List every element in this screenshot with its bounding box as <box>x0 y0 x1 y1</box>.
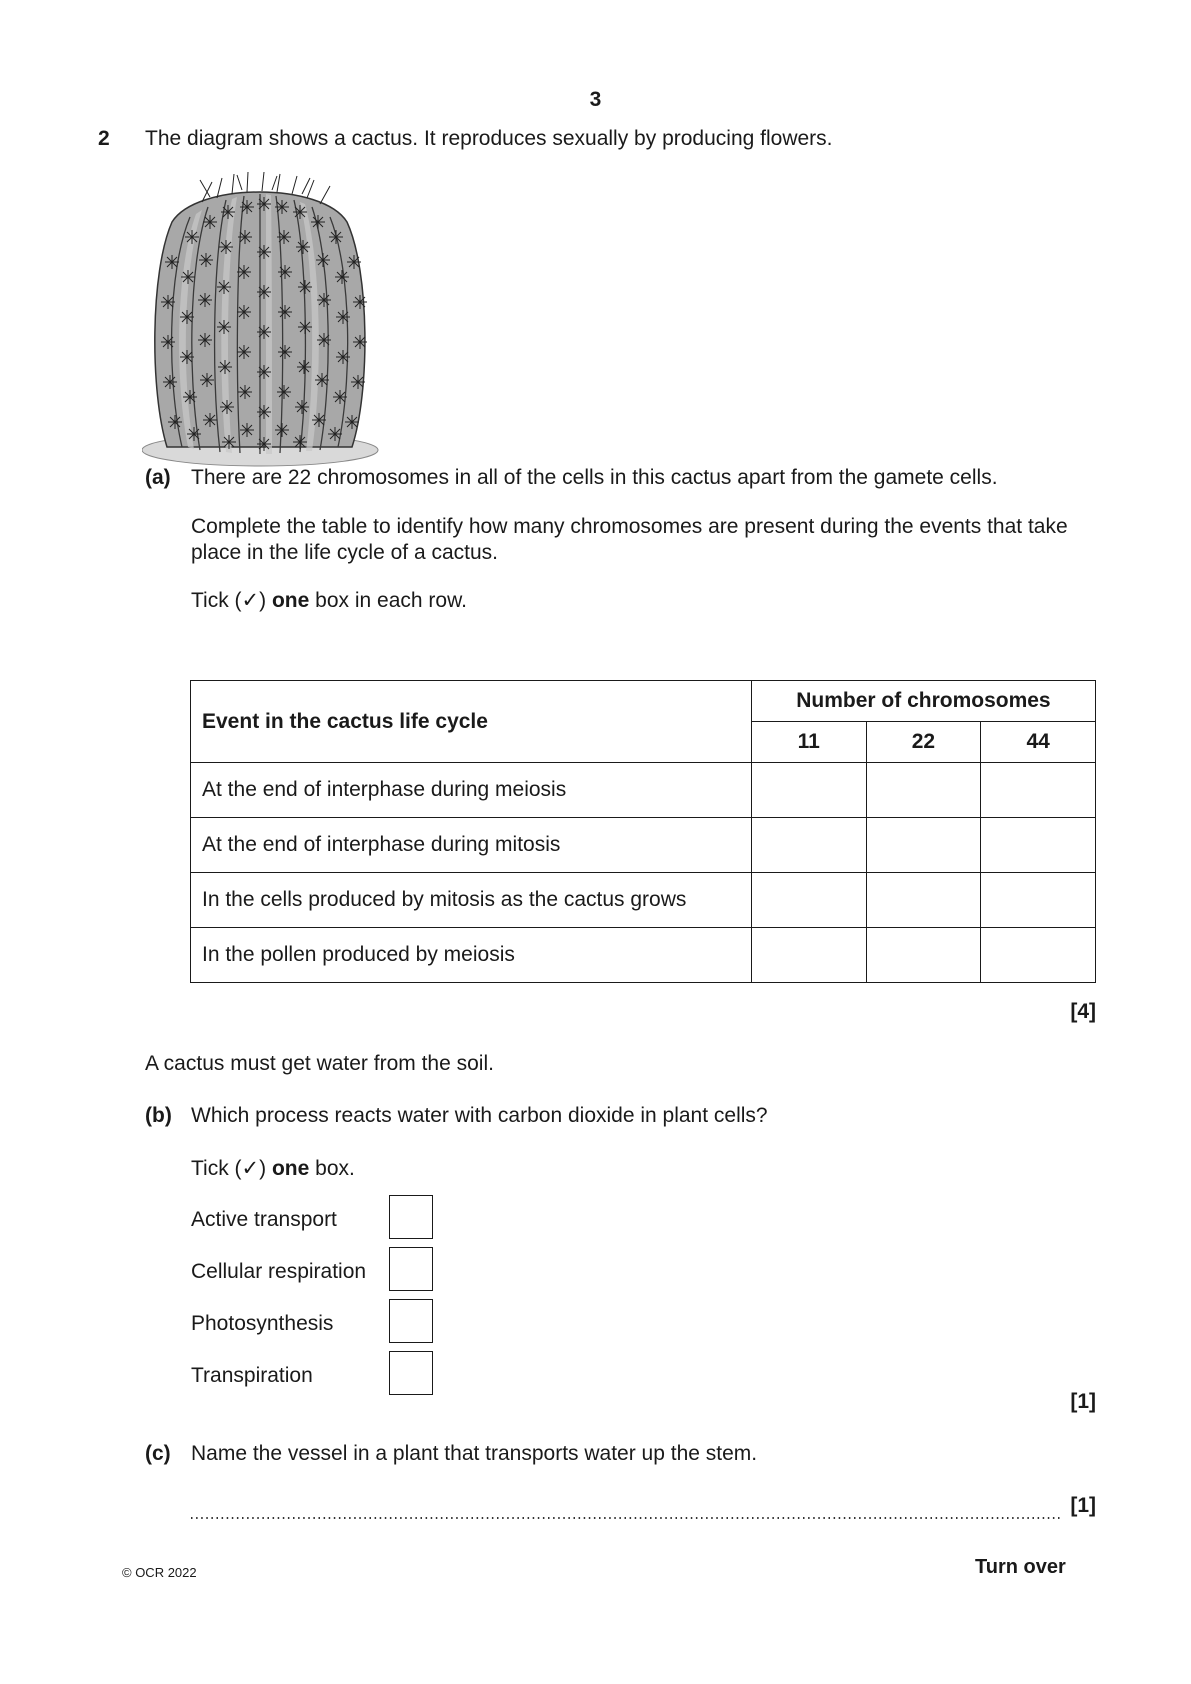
page-number: 3 <box>589 88 602 111</box>
part-a-instruction: Complete the table to identify how many chromosomes are present during the events that take place in the life cycle of a cactus. <box>191 515 1068 564</box>
tick-box-11[interactable] <box>751 873 866 928</box>
tick-box-44[interactable] <box>981 873 1096 928</box>
table-row <box>191 873 1096 928</box>
tick-box-11[interactable] <box>751 928 866 983</box>
tick-box-photosynthesis[interactable] <box>389 1299 433 1343</box>
tick-box-22[interactable] <box>866 763 981 818</box>
turn-over-label: Turn over <box>975 1556 1066 1578</box>
answer-line[interactable] <box>191 1494 1063 1522</box>
event-cell: In the cells produced by mitosis as the cactus grows <box>191 873 752 928</box>
part-a-label: (a) <box>145 466 171 489</box>
event-column-header: Event in the cactus life cycle <box>191 681 752 763</box>
tick-box-44[interactable] <box>981 928 1096 983</box>
part-b-tick-instruction: Tick (✓) one box. <box>191 1157 355 1180</box>
question-number: 2 <box>98 127 110 150</box>
tick-box-22[interactable] <box>866 928 981 983</box>
part-b-question: Which process reacts water with carbon dioxide in plant cells? <box>191 1104 768 1127</box>
option-label-cellular-respiration: Cellular respiration <box>191 1260 367 1283</box>
event-cell: In the pollen produced by meiosis <box>191 928 752 983</box>
part-b-marks: [1] <box>1070 1390 1096 1413</box>
tick-box-22[interactable] <box>866 818 981 873</box>
question-intro: The diagram shows a cactus. It reproduces sexually by producing flowers. <box>145 127 833 150</box>
tick-box-44[interactable] <box>981 763 1096 818</box>
cactus-illustration <box>142 172 387 472</box>
option-label-transpiration: Transpiration <box>191 1364 313 1387</box>
part-a-marks: [4] <box>1070 1000 1096 1023</box>
part-b-label: (b) <box>145 1104 172 1127</box>
option-label-photosynthesis: Photosynthesis <box>191 1312 334 1335</box>
copyright-notice: © OCR 2022 <box>122 1565 197 1580</box>
column-header-44: 44 <box>981 722 1096 763</box>
table-row <box>191 818 1096 873</box>
tick-box-22[interactable] <box>866 873 981 928</box>
tick-box-transpiration[interactable] <box>389 1351 433 1395</box>
part-c-question: Name the vessel in a plant that transports water up the stem. <box>191 1442 758 1465</box>
tick-box-11[interactable] <box>751 818 866 873</box>
tick-box-cellular-respiration[interactable] <box>389 1247 433 1291</box>
part-a-tick-instruction: Tick (✓) one box in each row. <box>191 589 467 612</box>
number-of-chromosomes-header: Number of chromosomes <box>751 681 1095 722</box>
soil-statement: A cactus must get water from the soil. <box>145 1052 494 1075</box>
part-c-label: (c) <box>145 1442 171 1465</box>
table-row <box>191 763 1096 818</box>
table-row <box>191 928 1096 983</box>
column-header-22: 22 <box>866 722 981 763</box>
column-header-11: 11 <box>751 722 866 763</box>
option-label-active-transport: Active transport <box>191 1208 337 1231</box>
part-a-statement: There are 22 chromosomes in all of the cells in this cactus apart from the gamete cells. <box>191 466 998 489</box>
tick-box-11[interactable] <box>751 763 866 818</box>
event-cell: At the end of interphase during mitosis <box>191 818 752 873</box>
chromosome-table <box>190 680 1096 983</box>
part-c-marks: [1] <box>1070 1494 1096 1517</box>
tick-box-active-transport[interactable] <box>389 1195 433 1239</box>
event-cell: At the end of interphase during meiosis <box>191 763 752 818</box>
tick-box-44[interactable] <box>981 818 1096 873</box>
